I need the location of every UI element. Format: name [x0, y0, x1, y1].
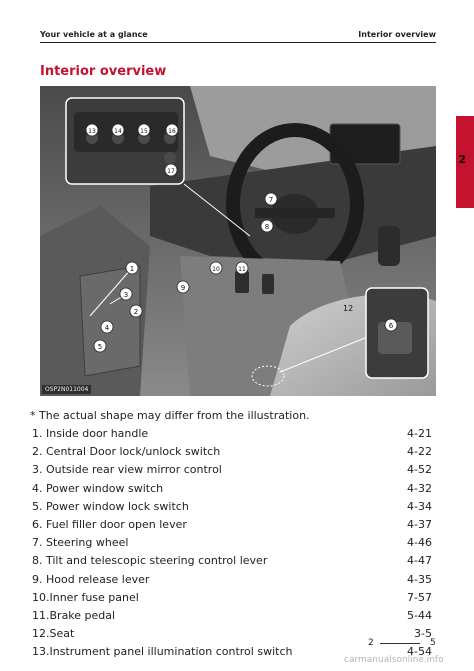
svg-text:7: 7 — [268, 196, 274, 204]
callout-8 — [261, 220, 273, 232]
svg-text:6: 6 — [388, 322, 394, 330]
list-item — [32, 498, 432, 516]
list-item-label: 13.Instrument panel illumination control switch — [32, 645, 293, 659]
callout-10 — [210, 262, 222, 274]
callout-7 — [265, 193, 277, 205]
svg-text:11: 11 — [238, 266, 246, 273]
watermark: carmanualsonline.info — [344, 655, 444, 665]
list-item-page-ref: 4-52 — [407, 463, 432, 477]
svg-text:16: 16 — [168, 128, 176, 135]
figure-code: OSP2N011004 — [42, 385, 91, 394]
list-item-page-ref: 3-5 — [414, 627, 432, 641]
list-item — [32, 607, 432, 625]
callout-13 — [86, 124, 98, 136]
list-item — [32, 425, 432, 443]
list-item-label: 1. Inside door handle — [32, 427, 149, 440]
list-item-label: 7. Steering wheel — [32, 536, 129, 550]
list-item-page-ref: 4-34 — [407, 499, 432, 513]
list-item — [32, 480, 432, 498]
list-item-label: 6. Fuel filler door open lever — [32, 517, 187, 531]
list-item-label: 12.Seat — [32, 627, 75, 641]
list-item-label: 11.Brake pedal — [32, 608, 116, 622]
list-item-page-ref: 4-37 — [407, 517, 432, 531]
callout-1 — [126, 262, 138, 274]
svg-text:2: 2 — [133, 308, 139, 316]
callout-2 — [130, 305, 142, 317]
list-item-label: 2. Central Door lock/unlock switch — [32, 445, 221, 459]
callout-5 — [94, 340, 106, 352]
list-item-label: 3. Outside rear view mirror control — [32, 463, 222, 477]
footer-chapter-number: 2 — [368, 638, 374, 648]
list-item — [32, 552, 432, 570]
list-item-page-ref: 4-54 — [407, 645, 432, 659]
list-item-page-ref: 4-32 — [407, 481, 432, 495]
callout-16 — [166, 124, 178, 136]
svg-text:15: 15 — [140, 128, 148, 135]
callout-11 — [236, 262, 248, 274]
list-item-label: 9. Hood release lever — [32, 572, 150, 586]
list-item-label: 10.Inner fuse panel — [32, 590, 139, 604]
callout-9 — [177, 281, 189, 293]
illustration-note: * The actual shape may differ from the illustration. — [30, 409, 310, 422]
callout-3 — [120, 288, 132, 300]
list-item — [32, 516, 432, 534]
list-item-page-ref: 7-57 — [407, 590, 432, 604]
svg-text:14: 14 — [114, 128, 122, 135]
interior-illustration — [40, 86, 436, 396]
list-item-page-ref: 4-47 — [407, 554, 432, 568]
list-item-label: 4. Power window switch — [32, 481, 164, 495]
svg-text:9: 9 — [180, 284, 186, 292]
svg-text:5: 5 — [97, 343, 103, 351]
running-header-topic: Interior overview — [358, 30, 436, 39]
running-header-section: Your vehicle at a glance — [40, 30, 148, 39]
callout-15 — [138, 124, 150, 136]
interior-illustration-svg — [40, 86, 436, 396]
footer-divider — [380, 643, 420, 644]
callout-14 — [112, 124, 124, 136]
chapter-tab-number: 2 — [458, 153, 466, 166]
list-item — [32, 534, 432, 552]
callout-12: 12 — [343, 304, 354, 313]
svg-text:17: 17 — [167, 168, 175, 175]
list-item — [32, 443, 432, 461]
svg-text:4: 4 — [104, 324, 110, 332]
svg-text:1: 1 — [129, 265, 135, 273]
callout-6 — [385, 319, 397, 331]
svg-text:3: 3 — [123, 291, 129, 299]
component-list — [32, 425, 432, 661]
svg-text:8: 8 — [264, 223, 270, 231]
svg-text:10: 10 — [212, 266, 220, 273]
list-item-page-ref: 4-35 — [407, 572, 432, 586]
list-item-label: 5. Power window lock switch — [32, 499, 189, 513]
page-title: Interior overview — [40, 64, 167, 79]
callout-17 — [165, 164, 177, 176]
list-item — [32, 461, 432, 479]
list-item-page-ref: 4-46 — [407, 536, 432, 550]
footer-page-number: 5 — [430, 638, 436, 648]
list-item — [32, 589, 432, 607]
header-divider — [40, 42, 436, 43]
svg-text:13: 13 — [88, 128, 96, 135]
list-item-page-ref: 5-44 — [407, 608, 432, 622]
list-item-page-ref: 4-21 — [407, 427, 432, 440]
list-item-label: 8. Tilt and telescopic steering control lever — [32, 554, 268, 568]
list-item-page-ref: 4-22 — [407, 445, 432, 459]
callout-4 — [101, 321, 113, 333]
list-item — [32, 571, 432, 589]
